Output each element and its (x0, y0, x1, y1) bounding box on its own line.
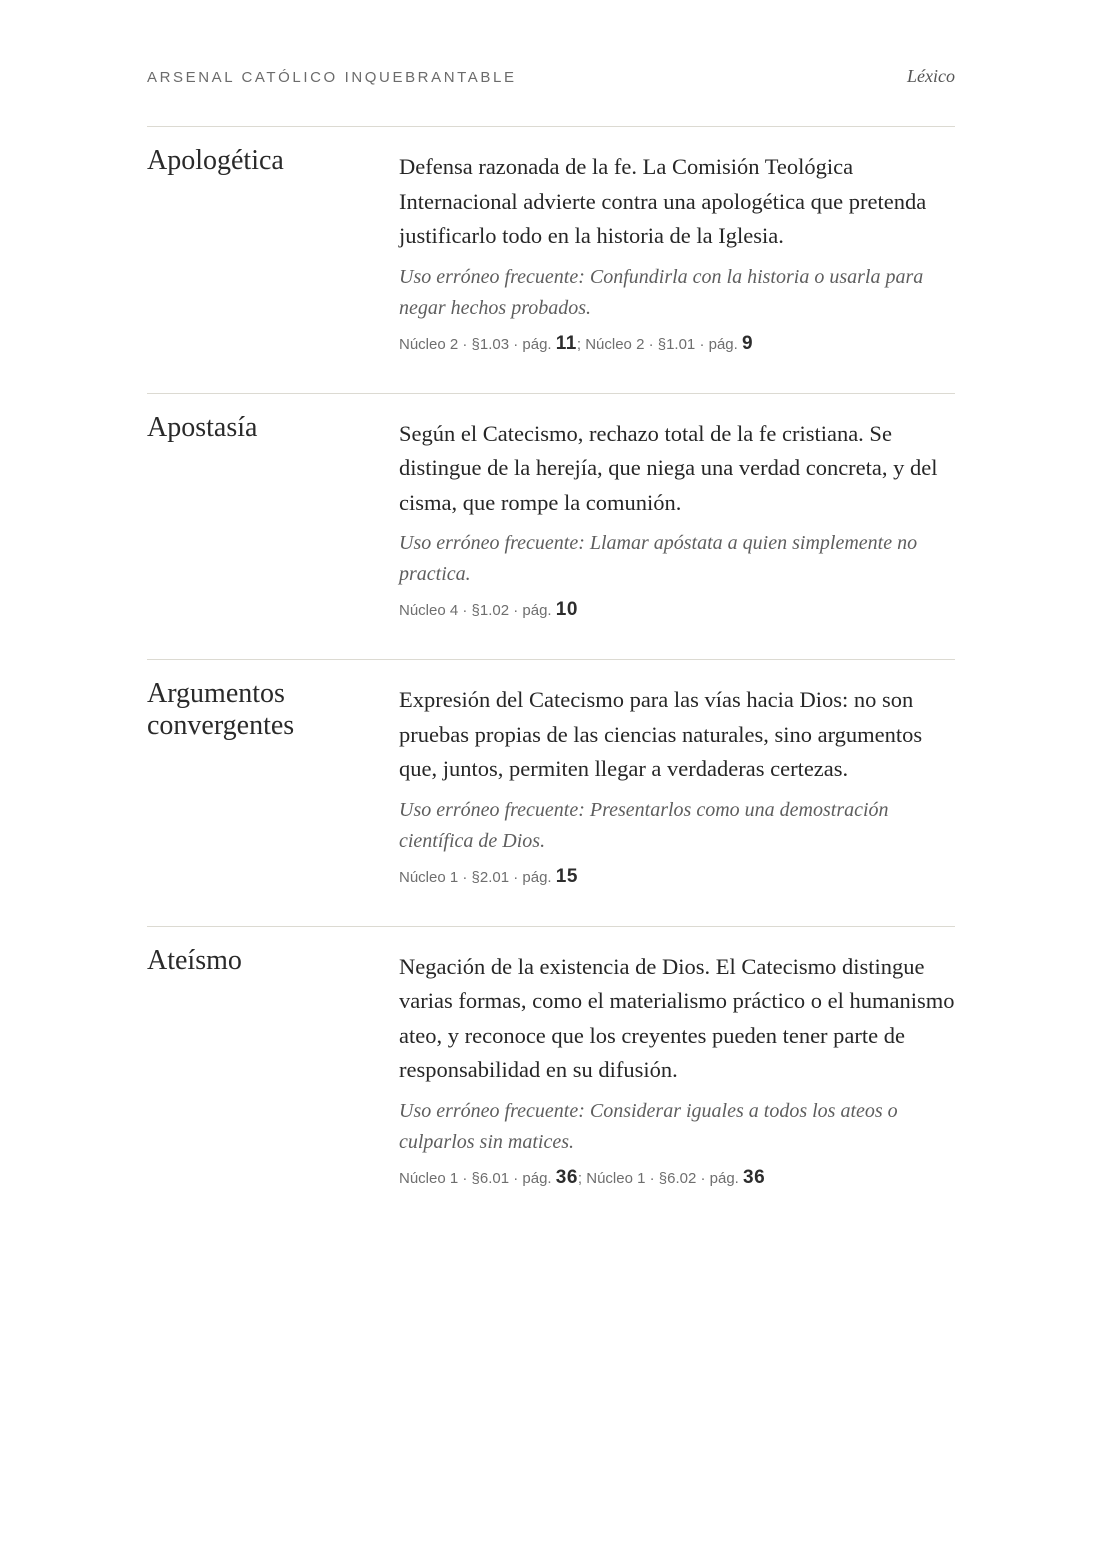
entry-misuse-note: Uso erróneo frecuente: Presentarlos como una demostración científica de Dios. (399, 798, 889, 852)
reference-separator: ; (577, 1169, 587, 1187)
glossary-entry (147, 126, 955, 393)
reference-page-number: 9 (741, 332, 754, 354)
entry-body (399, 927, 955, 1227)
entry-body (399, 660, 955, 926)
entry-definition: Según el Catecismo, rechazo total de la fe cristiana. Se distingue de la herejía, que niega una verdad concreta, y del cisma, que rompe la comunión. (399, 420, 938, 515)
reference-label: Núcleo 1 · §6.02 · pág. (586, 1169, 739, 1187)
entry-definition: Negación de la existencia de Dios. El Catecismo distingue varias formas, como el materialismo práctico o el humanismo ateo, y reconoce que los creyentes pueden tener parte de responsabilidad en su difusión. (399, 953, 955, 1082)
entry-misuse-note: Uso erróneo frecuente: Considerar iguales a todos los ateos o culparlos sin matices. (399, 1099, 898, 1153)
running-header (147, 66, 955, 90)
entry-body (399, 394, 955, 660)
reference-page-number: 15 (555, 865, 578, 887)
reference-label: Núcleo 2 · §1.01 · pág. (585, 335, 738, 353)
reference-page-number: 36 (743, 1166, 766, 1188)
reference-label: Núcleo 4 · §1.02 · pág. (399, 602, 552, 619)
entry-term: Argumentos convergentes (147, 678, 295, 741)
reference-label: Núcleo 2 · §1.03 · pág. (399, 335, 552, 353)
entry-term: Apostasía (147, 411, 258, 443)
glossary-entries (147, 126, 955, 1227)
entry-term: Apologética (147, 145, 284, 176)
reference-page-number: 10 (555, 599, 578, 620)
reference-page-number: 11 (555, 332, 577, 354)
glossary-entry (147, 926, 955, 1227)
entry-references (399, 330, 955, 359)
entry-definition: Defensa razonada de la fe. La Comisión Teológica Internacional advierte contra una apologética que pretenda justificarlo todo en la historia de la Iglesia. (399, 154, 927, 248)
reference-label: Núcleo 1 · §6.01 · pág. (399, 1169, 552, 1187)
entry-references (399, 863, 955, 892)
entry-definition: Expresión del Catecismo para las vías hacia Dios: no son pruebas propias de las ciencias naturales, sino argumentos que, juntos, permiten llegar a verdaderas certezas. (399, 687, 923, 781)
glossary-entry (147, 659, 955, 926)
entry-misuse-note: Uso erróneo frecuente: Llamar apóstata a quien simplemente no practica. (399, 532, 918, 585)
entry-term: Ateísmo (147, 944, 242, 976)
entry-misuse-note: Uso erróneo frecuente: Confundirla con la historia o usarla para negar hechos probados. (399, 265, 924, 319)
glossary-entry (147, 393, 955, 660)
reference-page-number: 36 (555, 1166, 578, 1188)
reference-label: Núcleo 1 · §2.01 · pág. (399, 868, 552, 886)
entry-body (399, 127, 955, 393)
reference-separator: ; (576, 335, 586, 353)
entry-references (399, 596, 955, 625)
book-title: ARSENAL CATÓLICO INQUEBRANTABLE (147, 69, 517, 86)
entry-references (399, 1164, 955, 1193)
section-label: Léxico (907, 66, 955, 86)
